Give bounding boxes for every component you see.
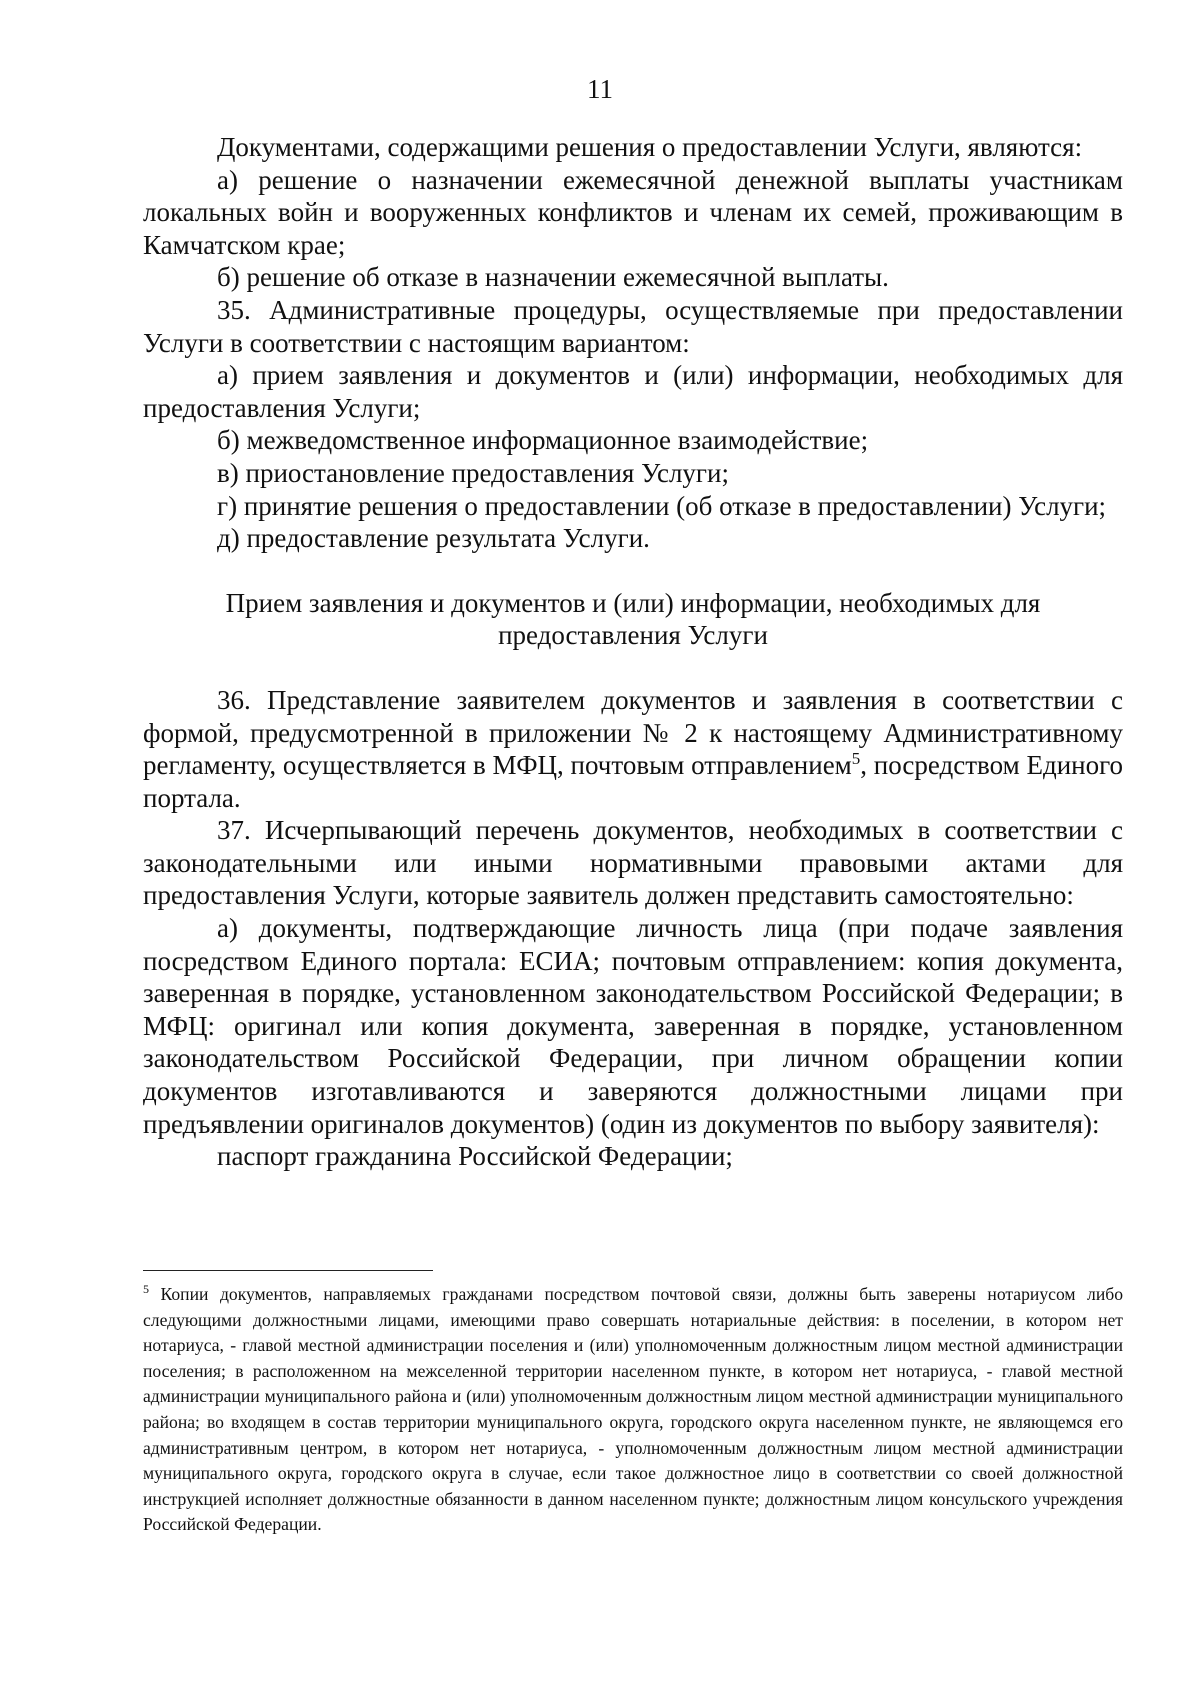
document-body xyxy=(143,131,1123,1173)
paragraph-35-item-b: б) межведомственное информационное взаимодействие; xyxy=(217,425,869,456)
paragraph-36-text: 36. Представление заявителем документов и заявления в соответствии с формой, предусмотренной в приложении № 2 к настоящему Административному регламенту, осуществляется в МФЦ, почтовым отправлением xyxy=(143,684,1123,781)
footnote xyxy=(143,1282,1123,1538)
footnote-divider xyxy=(143,1270,433,1271)
paragraph-item-b-refusal: б) решение об отказе в назначении ежемесячной выплаты. xyxy=(217,262,889,293)
footnote-text: Копии документов, направляемых гражданами посредством почтовой связи, должны быть заверены нотариусом либо следующими должностными лицами, имеющими право совершать нотариальные действия: в поселении, в котором нет нотариуса, - главой местной администрации поселения и (или) уполномоченным должностным лицом местной администрации поселения; в расположенном на межселенной территории населенном пункте, в котором нет нотариуса, - главой местной администрации муниципального района и (или) уполномоченным должностным лицом местной администрации муниципального района; во входящем в состав территории муниципального округа, городского округа населенном пункте, не являющемся его административным центром, в котором нет нотариуса, - уполномоченным должностным лицом местной администрации муниципального округа, городского округа в случае, если такое должностное лицо в соответствии со своей должностной инструкцией исполняет должностные обязанности в данном населенном пункте; должностным лицом консульского учреждения Российской Федерации. xyxy=(143,1284,1123,1535)
paragraph-passport: паспорт гражданина Российской Федерации; xyxy=(217,1141,733,1172)
paragraph-37-item-a: а) документы, подтверждающие личность лица (при подаче заявления посредством Единого портала: ЕСИА; почтовым отправлением: копия документа, заверенная в порядке, установленном законодательством Российской Федерации; в МФЦ: оригинал или копия документа, заверенная в порядке, установленном законодательством Российской Федерации, при личном обращении копии документов изготавливаются и заверяются должностными лицами при предъявлении оригиналов документов) (один из документов по выбору заявителя): xyxy=(143,913,1123,1139)
section-heading: Прием заявления и документов и (или) информации, необходимых для предоставления Услуги xyxy=(225,587,1041,651)
paragraph-35: 35. Административные процедуры, осуществляемые при предоставлении Услуги в соответствии с настоящим вариантом: xyxy=(143,294,1123,358)
page-number: 11 xyxy=(587,74,613,104)
paragraph-item-a-decision: а) решение о назначении ежемесячной денежной выплаты участникам локальных войн и вооруженных конфликтов и членам их семей, проживающим в Камчатском крае; xyxy=(143,164,1123,260)
paragraph-35-item-v: в) приостановление предоставления Услуги; xyxy=(217,457,729,488)
paragraph-35-item-a: а) прием заявления и документов и (или) информации, необходимых для предоставления Услуги; xyxy=(143,360,1123,423)
paragraph-36 xyxy=(143,684,1123,814)
footnote-mark: 5 xyxy=(143,1282,149,1297)
paragraph-35-item-g: г) принятие решения о предоставлении (об отказе в предоставлении) Услуги; xyxy=(217,490,1107,521)
paragraph-37: 37. Исчерпывающий перечень документов, необходимых в соответствии с законодательными или иными нормативными правовыми актами для предоставления Услуги, которые заявитель должен представить самостоятельно: xyxy=(143,815,1123,911)
footnote-reference: 5 xyxy=(851,749,861,769)
paragraph-36-tail: , посредством Единого портала. xyxy=(143,750,1123,813)
paragraph-documents-intro: Документами, содержащими решения о предоставлении Услуги, являются: xyxy=(217,132,1083,162)
paragraph-35-item-d: д) предоставление результата Услуги. xyxy=(217,523,650,554)
